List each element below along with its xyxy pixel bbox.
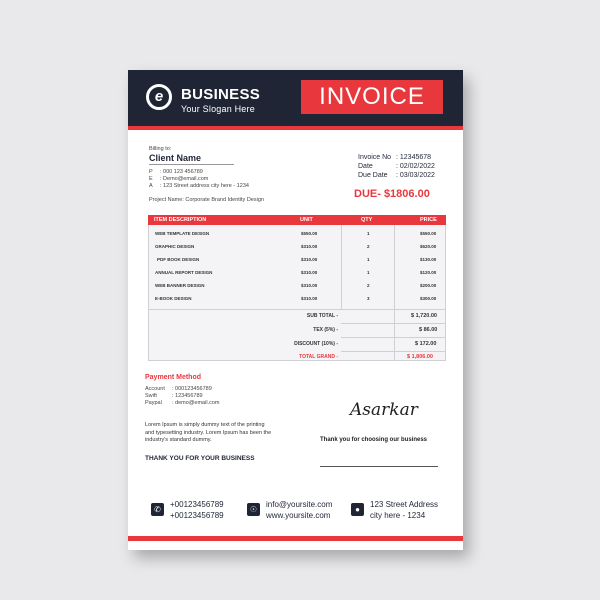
item-qty: 1 bbox=[367, 231, 370, 236]
client-phone: : 000 123 456789 bbox=[160, 169, 203, 175]
item-description: WEB BANNER DESIGN bbox=[155, 283, 205, 288]
item-qty: 1 bbox=[367, 257, 370, 262]
header-qty: QTY bbox=[361, 217, 373, 223]
invoice-header bbox=[128, 70, 463, 126]
address-label: A bbox=[149, 183, 153, 189]
item-unit: $310.00 bbox=[301, 270, 318, 275]
email-label: E bbox=[149, 176, 153, 182]
phone-label: P bbox=[149, 169, 153, 175]
item-price: $620.00 bbox=[420, 244, 437, 249]
thank-you-choosing: Thank you for choosing our business bbox=[320, 437, 428, 443]
due-date: : 03/03/2022 bbox=[396, 172, 435, 179]
footer-accent-bar bbox=[128, 536, 463, 541]
business-logo-icon bbox=[146, 84, 172, 110]
due-amount: DUE- $1806.00 bbox=[354, 188, 430, 200]
footer-address bbox=[370, 499, 438, 521]
subtotal-value: $ 1,720.00 bbox=[411, 313, 437, 319]
footer-phone-2: +00123456789 bbox=[170, 511, 224, 520]
invoice-title-box bbox=[301, 80, 443, 114]
item-unit: $310.00 bbox=[301, 257, 318, 262]
item-unit: $310.00 bbox=[301, 283, 318, 288]
brand-name: BUSINESS bbox=[181, 86, 261, 103]
payment-account-label: Account bbox=[145, 386, 165, 392]
grand-total-label: TOTAL GRAND - bbox=[299, 354, 338, 360]
totals-divider bbox=[341, 323, 445, 324]
payment-paypal-value: : demo@email.com bbox=[172, 400, 220, 406]
item-unit: $550.00 bbox=[301, 231, 318, 236]
client-name-divider bbox=[149, 164, 234, 165]
item-description: WEB TEMPLATE DESIGN bbox=[155, 231, 210, 236]
invoice-date-label: Date bbox=[358, 163, 373, 170]
client-address: : 123 Street address city here - 1234 bbox=[160, 183, 249, 189]
client-email: : Demo@email.com bbox=[160, 176, 209, 182]
totals-divider bbox=[341, 351, 445, 352]
item-unit: $310.00 bbox=[301, 296, 318, 301]
item-price: $300.00 bbox=[420, 296, 437, 301]
footer-address-1: 123 Street Address bbox=[370, 500, 439, 509]
footer-address-2: city here - 1234 bbox=[370, 511, 426, 520]
signature: Asarkar bbox=[350, 400, 418, 420]
tax-label: TEX (5%) - bbox=[313, 327, 338, 333]
item-qty: 3 bbox=[367, 296, 370, 301]
tax-value: $ 86.00 bbox=[419, 327, 438, 333]
item-price: $120.00 bbox=[420, 270, 437, 275]
discount-value: $ 172.00 bbox=[415, 341, 437, 347]
project-name: Project Name: Corporate Brand Identity Design bbox=[149, 197, 264, 203]
item-description: PDF BOOK DESIGN bbox=[157, 257, 200, 262]
item-description: ANNUAL REPORT DESIGN bbox=[155, 270, 213, 275]
note-paragraph: Lorem Ipsum is simply dummy text of the printing and typesetting industry. Lorem Ipsum has been the industry's standard dummy. bbox=[145, 422, 272, 443]
payment-method-title: Payment Method bbox=[145, 374, 202, 381]
payment-swift-value: : 123456789 bbox=[172, 393, 203, 399]
client-name: Client Name bbox=[149, 153, 202, 163]
location-pin-icon: ● bbox=[351, 503, 364, 516]
items-table-header bbox=[148, 215, 446, 225]
due-date-label: Due Date bbox=[358, 172, 388, 179]
column-divider bbox=[394, 225, 395, 361]
invoice-number-label: Invoice No bbox=[358, 154, 392, 161]
items-table bbox=[148, 225, 446, 361]
phone-icon: ✆ bbox=[151, 503, 164, 516]
invoice-title: INVOICE bbox=[319, 83, 425, 110]
totals-divider bbox=[341, 337, 445, 338]
item-description: E-BOOK DESIGN bbox=[155, 296, 192, 301]
item-qty: 1 bbox=[367, 270, 370, 275]
item-qty: 2 bbox=[367, 283, 370, 288]
subtotal-label: SUB TOTAL - bbox=[306, 313, 338, 319]
header-item-description: ITEM DESCRIPTION bbox=[154, 217, 207, 223]
thank-you-business: THANK YOU FOR YOUR BUSINESS bbox=[145, 455, 255, 462]
payment-paypal-label: Paypal bbox=[145, 400, 162, 406]
discount-label: DISCOUNT (10%) - bbox=[294, 341, 338, 347]
invoice-date: : 02/02/2022 bbox=[396, 163, 435, 170]
item-qty: 2 bbox=[367, 244, 370, 249]
payment-account-value: : 000123456789 bbox=[172, 386, 212, 392]
footer-phone bbox=[170, 499, 224, 521]
footer-email: info@yoursite.com bbox=[266, 500, 333, 509]
item-price: $550.00 bbox=[420, 231, 437, 236]
invoice-page bbox=[128, 70, 463, 550]
logo-letter: e bbox=[154, 88, 164, 105]
payment-swift-label: Swift bbox=[145, 393, 157, 399]
item-price: $130.00 bbox=[420, 257, 437, 262]
column-divider bbox=[341, 225, 342, 309]
globe-icon: ☉ bbox=[247, 503, 260, 516]
header-accent-bar bbox=[128, 126, 463, 130]
signature-line bbox=[320, 466, 438, 467]
billing-to-label: Billing to: bbox=[149, 146, 172, 152]
rows-divider bbox=[149, 309, 445, 310]
item-description: GRAPHIC DESIGN bbox=[155, 244, 195, 249]
grand-total-value: $ 1,806.00 bbox=[407, 354, 433, 360]
item-unit: $310.00 bbox=[301, 244, 318, 249]
footer-web bbox=[266, 499, 332, 521]
header-price: PRICE bbox=[420, 217, 437, 223]
footer-website: www.yoursite.com bbox=[266, 511, 331, 520]
invoice-number: : 12345678 bbox=[396, 154, 432, 161]
brand-slogan: Your Slogan Here bbox=[181, 104, 255, 114]
footer-phone-1: +00123456789 bbox=[170, 500, 224, 509]
item-price: $200.00 bbox=[420, 283, 437, 288]
header-unit: UNIT bbox=[300, 217, 313, 223]
